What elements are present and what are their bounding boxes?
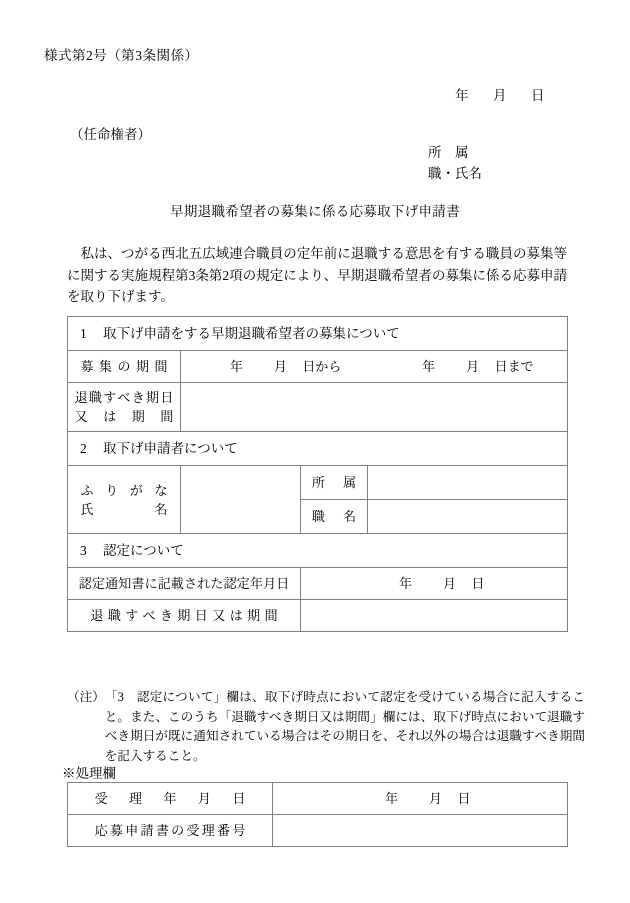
applicant-name-label-cell — [68, 466, 181, 534]
applicant-name-value-cell[interactable] — [181, 466, 301, 534]
main-form-table — [67, 316, 568, 632]
retirement-period-value-cell[interactable] — [301, 600, 568, 632]
note-text: 「3 認定について」欄は、取下げ時点において認定を受けている場合に記入すること。また、このうち「退職すべき期日又は期間」欄には、取下げ時点において退職すべき期日が既に通知されている場合はその期日を、それ以外の場合は退職すべき期間を記入すること。 — [104, 690, 585, 763]
acceptance-date-label-cell — [68, 783, 273, 815]
retirement-date-label-line2: 又は期間 — [74, 409, 174, 424]
section3-number: 3 — [80, 543, 87, 558]
signer-affiliation: 所 属 — [428, 145, 469, 160]
recruitment-period-label: 募集の期間 — [80, 359, 168, 374]
retirement-date-value-cell[interactable] — [181, 383, 568, 432]
acceptance-day: 日 — [457, 791, 471, 806]
section1-number: 1 — [80, 326, 87, 341]
table-row — [68, 432, 568, 466]
certification-month: 月 — [442, 576, 456, 591]
recruitment-period-value-cell[interactable] — [181, 351, 568, 383]
table-row — [68, 466, 568, 500]
table-row — [68, 783, 568, 815]
acceptance-number-value-cell[interactable] — [273, 815, 568, 847]
applicant-affiliation-value-cell[interactable] — [368, 466, 568, 500]
body-paragraph: 私は、つがる西北五広域連合職員の定年前に退職する意思を有する職員の募集等に関する実施規程第3条第2項の規定により、早期退職希望者の募集に係る応募申請を取り下げます。 — [67, 246, 567, 304]
retirement-period-label: 退職すべき期日又は期間 — [90, 608, 278, 623]
table-row — [68, 600, 568, 632]
certification-year: 年 — [398, 576, 412, 591]
acceptance-date-value-cell[interactable] — [273, 783, 568, 815]
table-row — [68, 317, 568, 351]
acceptance-year: 年 — [384, 791, 398, 806]
note-block — [67, 688, 585, 766]
acceptance-date-label: 受理年月日 — [94, 791, 246, 806]
retirement-date-label-line1: 退職すべき期日 — [74, 390, 174, 405]
section1-heading-text: 取下げ申請をする早期退職希望者の募集について — [103, 326, 400, 341]
processing-table — [67, 782, 568, 847]
retirement-date-label-cell — [68, 383, 181, 432]
page-title: 早期退職希望者の募集に係る応募取下げ申請書 — [170, 204, 460, 219]
certification-day: 日 — [471, 576, 485, 591]
name-label: 氏名 — [80, 501, 168, 517]
period-to-year: 年 — [422, 359, 436, 374]
section2-number: 2 — [80, 441, 87, 456]
acceptance-month: 月 — [428, 791, 442, 806]
certification-date-label-cell — [68, 568, 301, 600]
acceptance-number-label-cell — [68, 815, 273, 847]
header-date-year: 年 — [455, 88, 469, 103]
section1-heading-cell — [68, 317, 568, 351]
processing-section-heading: ※処理欄 — [62, 766, 116, 781]
header-date-month: 月 — [493, 88, 507, 103]
period-to-month: 月 — [466, 359, 480, 374]
period-from-day: 日から — [302, 359, 342, 374]
applicant-title-label-cell — [301, 500, 368, 534]
table-row — [68, 568, 568, 600]
header-date-line — [455, 84, 575, 104]
section3-heading-cell — [68, 534, 568, 568]
section2-heading-text: 取下げ申請者について — [103, 441, 238, 456]
table-row — [68, 383, 568, 432]
header-date-day: 日 — [531, 88, 545, 103]
furigana-label: ふりがな — [80, 482, 168, 498]
period-from-month: 月 — [273, 359, 287, 374]
table-row — [68, 534, 568, 568]
note-marker: （注） — [67, 690, 105, 704]
applicant-affiliation-label-cell — [301, 466, 368, 500]
addressee-label: （任命権者） — [70, 127, 151, 142]
recruitment-period-label-cell — [68, 351, 181, 383]
signer-title-name: 職・氏名 — [428, 166, 482, 181]
section3-heading-text: 認定について — [103, 543, 184, 558]
signer-block — [428, 142, 482, 184]
applicant-title-value-cell[interactable] — [368, 500, 568, 534]
retirement-period-label-cell — [68, 600, 301, 632]
applicant-title-label: 職名 — [311, 509, 357, 524]
certification-date-value-cell[interactable] — [301, 568, 568, 600]
period-to-day: 日まで — [494, 359, 534, 374]
section2-heading-cell — [68, 432, 568, 466]
table-row — [68, 815, 568, 847]
period-from-year: 年 — [229, 359, 243, 374]
form-number: 様式第2号（第3条関係） — [44, 48, 199, 63]
acceptance-number-label: 応募申請書の受理番号 — [94, 823, 246, 838]
applicant-affiliation-label: 所属 — [311, 475, 357, 490]
certification-date-label: 認定通知書に記載された認定年月日 — [78, 576, 290, 591]
table-row — [68, 351, 568, 383]
